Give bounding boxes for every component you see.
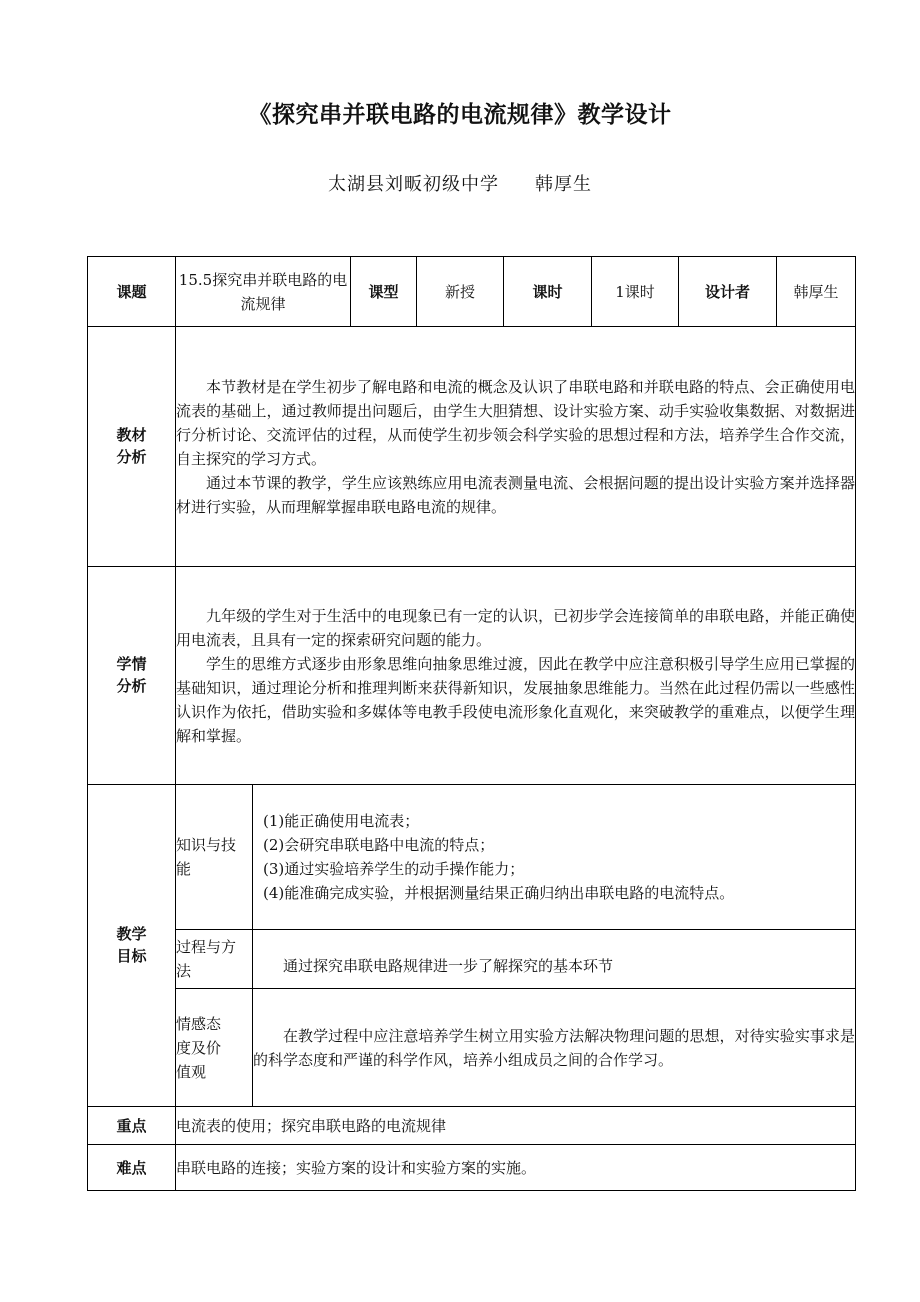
key-point-label: 重点	[88, 1107, 176, 1145]
material-paragraph: 通过本节课的教学，学生应该熟练应用电流表测量电流、会根据问题的提出设计实验方案并选择器材进行实验，从而理解掌握串联电路电流的规律。	[176, 473, 855, 516]
key-point-content: 电流表的使用；探究串联电路的电流规律	[176, 1107, 856, 1145]
knowledge-item: (1)能正确使用电流表；	[263, 812, 420, 830]
designer-value: 韩厚生	[777, 257, 856, 327]
student-paragraph: 学生的思维方式逐步由形象思维向抽象思维过渡，因此在教学中应注意积极引导学生应用已掌握的基础知识，通过理论分析和推理判断来获得新知识，发展抽象思维能力。当然在此过程仍需以一些感性认识作为依托，借助实验和多媒体等电教手段使电流形象化直观化，来突破教学的重难点，以便学生理解和掌握。	[176, 654, 855, 745]
knowledge-skill-label: 知识与技能	[176, 785, 253, 930]
hours-value: 1课时	[592, 257, 679, 327]
school-name: 太湖县刘畈初级中学	[328, 174, 499, 195]
lesson-plan-table	[87, 256, 856, 1191]
knowledge-skill-content	[253, 785, 856, 930]
goal-process-row	[88, 930, 856, 989]
student-analysis-row	[88, 567, 856, 785]
student-paragraph: 九年级的学生对于生活中的电现象已有一定的认识，已初步学会连接简单的串联电路，并能正确使用电流表，且具有一定的探索研究问题的能力。	[176, 606, 855, 649]
material-paragraph: 本节教材是在学生初步了解电路和电流的概念及认识了串联电路和并联电路的特点、会正确使用电流表的基础上，通过教师提出问题后，由学生大胆猜想、设计实验方案、动手实验收集数据、对数据进行分析讨论、交流评估的过程，从而使学生初步领会科学实验的思想过程和方法，培养学生合作交流，自主探究的学习方式。	[176, 377, 855, 468]
topic-label: 课题	[88, 257, 176, 327]
emotion-value-content: 在教学过程中应注意培养学生树立用实验方法解决物理问题的思想，对待实验实事求是的科学态度和严谨的科学作风，培养小组成员之间的合作学习。	[253, 989, 856, 1107]
knowledge-item: (2)会研究串联电路中电流的特点；	[263, 836, 495, 854]
difficulty-content: 串联电路的连接；实验方案的设计和实验方案的实施。	[176, 1145, 856, 1191]
material-analysis-label: 教材分析	[88, 327, 176, 567]
key-point-row	[88, 1107, 856, 1145]
difficulty-row	[88, 1145, 856, 1191]
process-method-label: 过程与方法	[176, 930, 253, 989]
designer-label: 设计者	[679, 257, 777, 327]
knowledge-item: (4)能准确完成实验，并根据测量结果正确归纳出串联电路的电流特点。	[263, 884, 735, 902]
author-name: 韩厚生	[535, 174, 592, 195]
author-line	[0, 170, 920, 196]
hours-label: 课时	[504, 257, 592, 327]
emotion-value-label: 情感态度及价值观	[176, 989, 253, 1107]
topic-value: 15.5探究串并联电路的电流规律	[176, 257, 351, 327]
type-value: 新授	[417, 257, 504, 327]
student-analysis-label: 学情分析	[88, 567, 176, 785]
goal-knowledge-row	[88, 785, 856, 930]
material-analysis-row	[88, 327, 856, 567]
knowledge-item: (3)通过实验培养学生的动手操作能力；	[263, 860, 525, 878]
type-label: 课型	[351, 257, 417, 327]
student-analysis-content	[176, 567, 856, 785]
process-method-content: 通过探究串联电路规律进一步了解探究的基本环节	[253, 930, 856, 989]
material-analysis-content	[176, 327, 856, 567]
document-title: 《探究串并联电路的电流规律》教学设计	[248, 102, 672, 128]
goal-emotion-row	[88, 989, 856, 1107]
difficulty-label: 难点	[88, 1145, 176, 1191]
header-row	[88, 257, 856, 327]
teaching-goals-label: 教学目标	[88, 785, 176, 1107]
